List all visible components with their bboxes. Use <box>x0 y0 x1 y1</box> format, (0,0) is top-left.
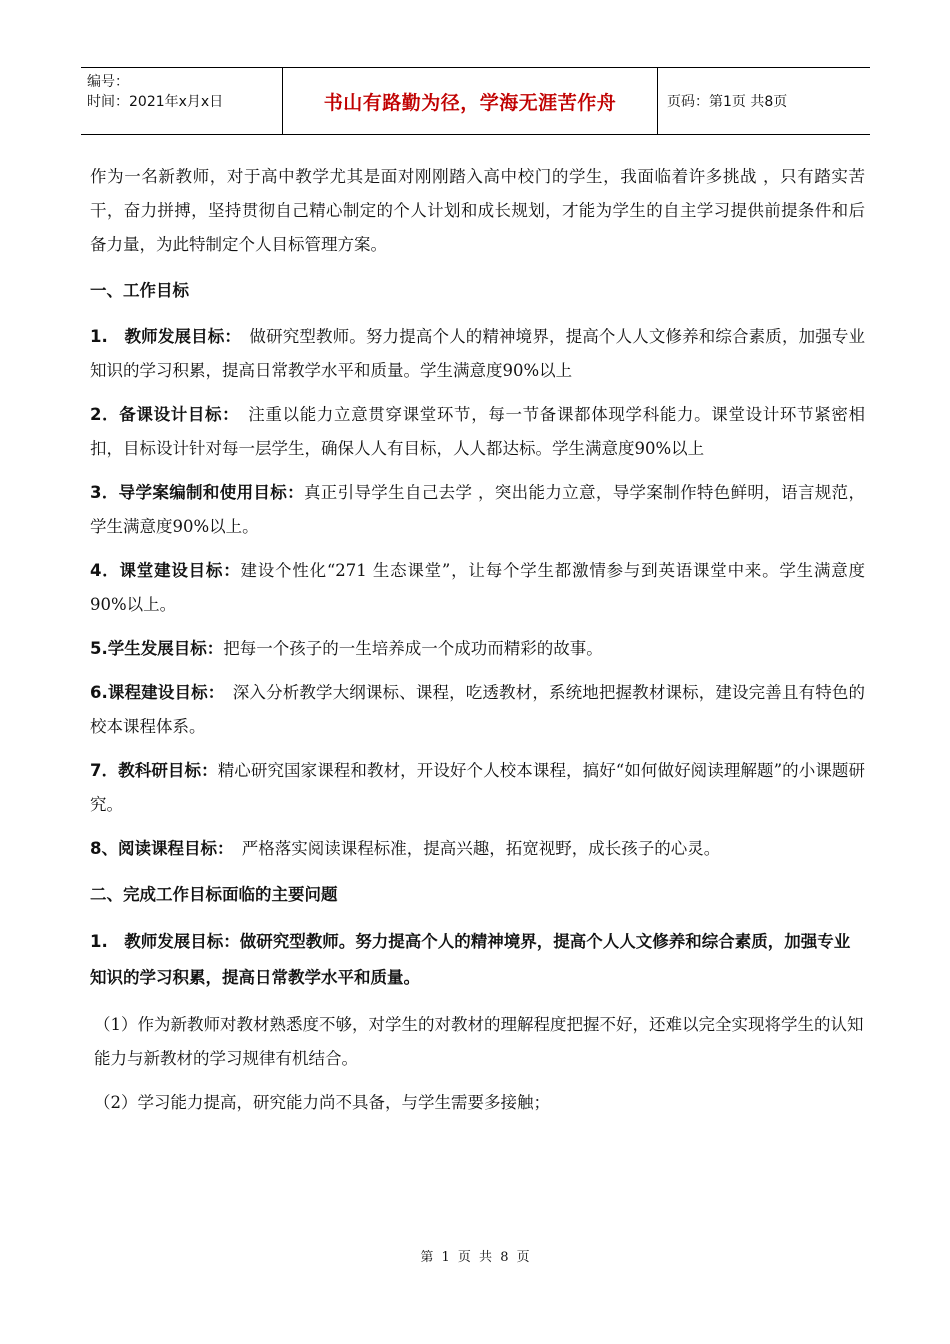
problem-bold-item: 1. 教师发展目标：做研究型教师。努力提高个人的精神境界，提高个人人文修养和综合素质，加强专业知识的学习积累，提高日常教学水平和质量。 <box>90 932 851 987</box>
goal-item <box>90 832 865 866</box>
goal-text: 注重以能力立意贯穿课堂环节，每一节备课都体现学科能力。课堂设计环节紧密相扣，目标设计针对每一层学生，确保人人有目标，人人都达标。学生满意度90%以上 <box>90 405 866 458</box>
goal-item <box>90 676 865 744</box>
goal-label: 1. 教师发展目标： <box>90 327 233 346</box>
goal-text: 深入分析教学大纲课标、课程，吃透教材，系统地把握教材课标，建设完善且有特色的校本课程体系。 <box>90 683 866 736</box>
intro-paragraph: 作为一名新教师，对于高中教学尤其是面对刚刚踏入高中校门的学生，我面临着许多挑战 ，只有踏实苦干，奋力拼搏，坚持贯彻自己精心制定的个人计划和成长规划，才能为学生的自主学习提供前提条件和后备力量，为此特制定个人目标管理方案。 <box>90 167 865 254</box>
header-motto-cell <box>282 68 658 134</box>
document-header <box>81 67 870 135</box>
number-label: 编号： <box>87 74 129 90</box>
document-body <box>90 160 865 1120</box>
goal-label: 6.课程建设目标： <box>90 683 217 702</box>
goal-item <box>90 320 865 388</box>
problem-subitem: （1）作为新教师对教材熟悉度不够，对学生的对教材的理解程度把握不好，还难以完全实现将学生的认知能力与新教材的学习规律有机结合。 <box>94 1015 864 1068</box>
goal-label: 4．课堂建设目标： <box>90 561 241 580</box>
goal-text: 真正引导学生自己去学 ，突出能力立意，导学案制作特色鲜明，语言规范，学生满意度90%以上。 <box>90 483 865 536</box>
problem-subitem: （2）学习能力提高，研究能力尚不具备，与学生需要多接触； <box>94 1093 550 1112</box>
goal-item <box>90 754 865 822</box>
goal-text: 建设个性化“271 生态课堂”，让每个学生都激情参与到英语课堂中来。学生满意度90%以上。 <box>90 561 866 614</box>
goal-item <box>90 632 865 666</box>
goal-text: 严格落实阅读课程标准，提高兴趣，拓宽视野，成长孩子的心灵。 <box>225 839 721 858</box>
goal-item <box>90 476 865 544</box>
section-title-problems: 二、完成工作目标面临的主要问题 <box>90 885 338 904</box>
page-footer: 第 1 页 共 8 页 <box>420 1250 530 1265</box>
goal-text: 精心研究国家课程和教材，开设好个人校本课程，搞好“如何做好阅读理解题”的小课题研究。 <box>90 761 865 814</box>
header-motto: 书山有路勤为径，学海无涯苦作舟 <box>323 91 617 114</box>
date-line: 时间：2021年x月x日 <box>87 94 224 110</box>
goal-label: 2．备课设计目标： <box>90 405 232 424</box>
goal-label: 3．导学案编制和使用目标： <box>90 483 304 502</box>
goal-item <box>90 398 865 466</box>
goal-label: 8、阅读课程目标： <box>90 839 226 858</box>
goal-text: 把每一个孩子的一生培养成一个成功而精彩的故事。 <box>223 639 603 658</box>
goal-label: 5.学生发展目标： <box>90 639 224 658</box>
header-meta <box>81 68 282 134</box>
section-title-goals: 一、工作目标 <box>90 281 189 300</box>
goal-item <box>90 554 865 622</box>
header-page-info: 页码：第1页 共8页 <box>667 94 788 110</box>
goal-text: 做研究型教师。努力提高个人的精神境界，提高个人人文修养和综合素质，加强专业知识的学习积累，提高日常教学水平和质量。学生满意度90%以上 <box>90 327 866 380</box>
goal-label: 7．教科研目标： <box>90 761 218 780</box>
